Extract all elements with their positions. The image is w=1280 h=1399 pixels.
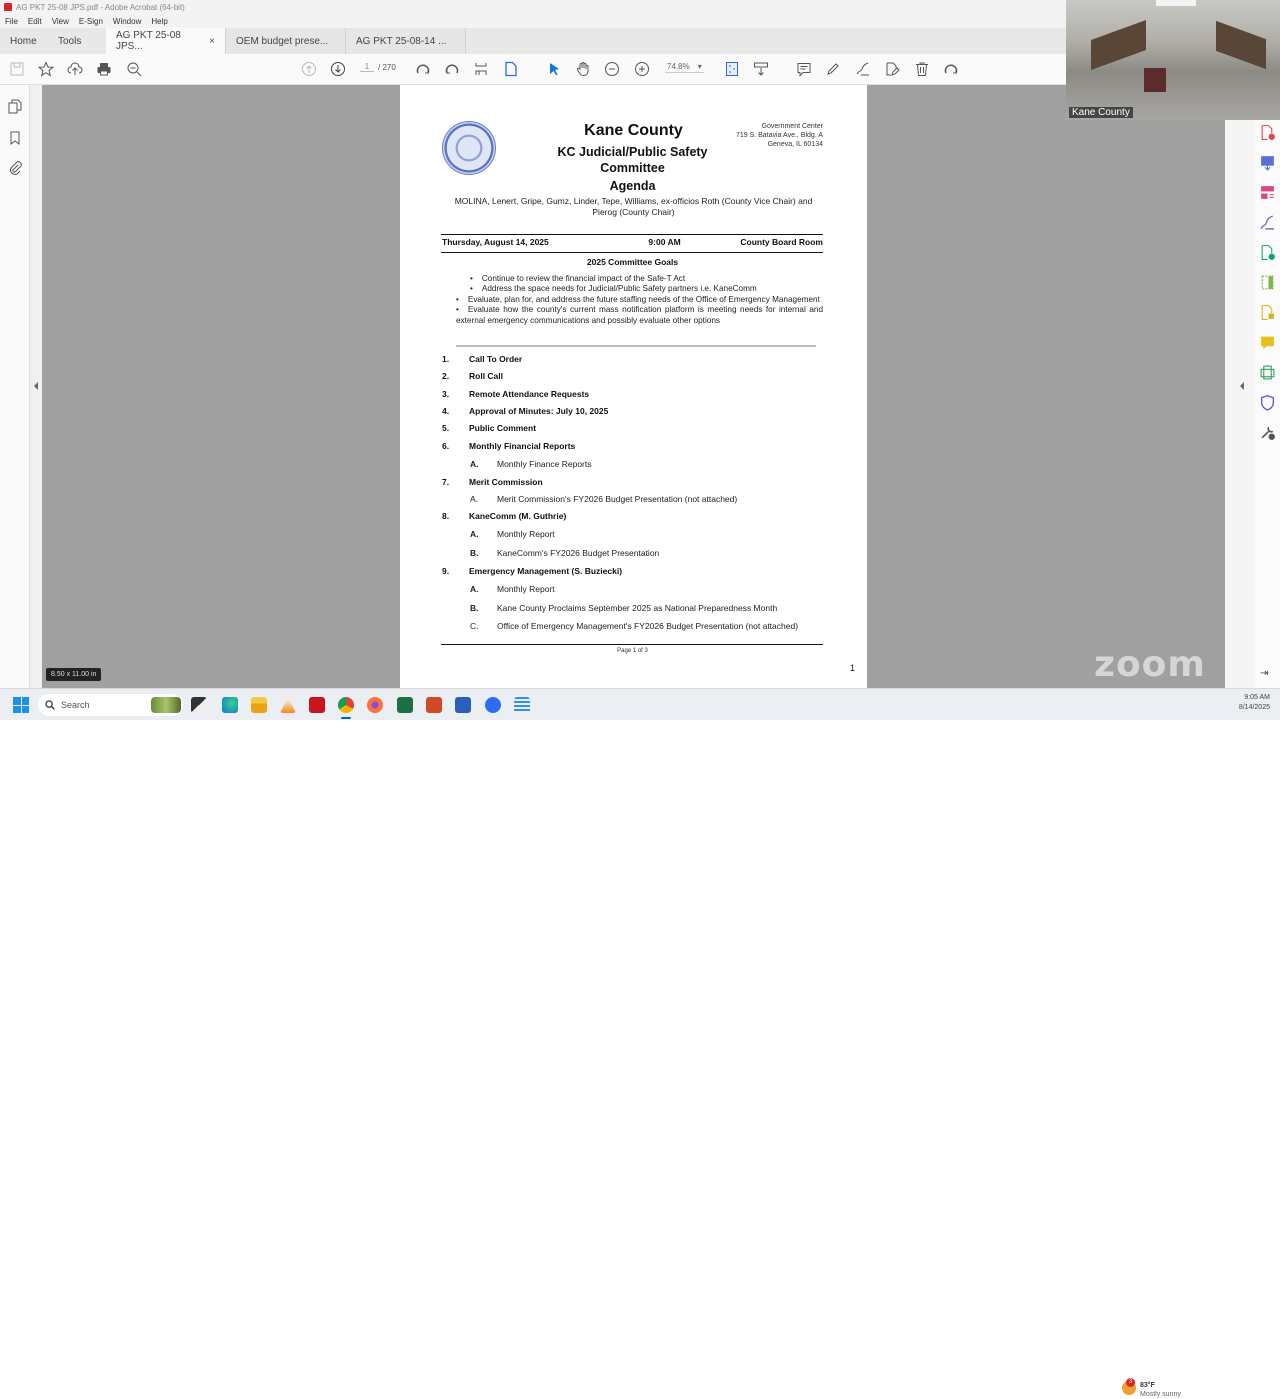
more-tools-icon[interactable] [1259,424,1276,441]
page-size-tooltip: 8.50 x 11.00 in [46,668,101,681]
menu-edit[interactable]: Edit [27,16,42,26]
item-number: 3. [442,389,450,399]
agenda-item [442,406,608,416]
goal-item: • Evaluate, plan for, and address the future staffing needs of the Office of Emergency Management [456,295,823,305]
divider [441,252,823,253]
agenda-item [442,477,543,487]
windows-taskbar [0,688,1280,1398]
agenda-item [442,566,622,576]
rotate-counterclockwise-icon[interactable] [443,60,461,78]
menu-bar [0,14,1066,28]
agenda-heading: Agenda [609,179,656,193]
word-icon[interactable] [455,697,471,713]
single-page-icon[interactable] [502,60,520,78]
agenda-subitem [470,584,555,594]
pdf-page [400,85,867,688]
address-line: Government Center [761,123,823,130]
subitem-letter: A. [470,494,479,504]
divider [441,644,823,645]
organize-pages-icon[interactable] [1259,184,1276,201]
desk [1216,21,1266,69]
vlc-icon[interactable] [280,697,296,713]
agenda-subitem [470,529,555,539]
edge-browser-icon[interactable] [222,697,238,713]
goals-title: 2025 Committee Goals [586,257,679,267]
select-cursor-icon[interactable] [545,60,563,78]
item-label: Approval of Minutes: July 10, 2025 [469,406,609,416]
subitem-label: KaneComm's FY2026 Budget Presentation [497,548,660,558]
previous-page-icon[interactable] [300,60,318,78]
subitem-label: Monthly Report [497,584,555,594]
scroll-mode-icon[interactable] [752,60,770,78]
print-icon[interactable] [95,60,113,78]
notification-badge: 3 [1126,1378,1135,1387]
combine-files-icon[interactable] [1259,304,1276,321]
system-clock[interactable] [1239,693,1270,713]
task-view-icon[interactable] [191,697,207,713]
page-thumbnails-panel-icon[interactable] [6,97,24,115]
tab-tools[interactable]: Tools [58,35,82,47]
compress-pdf-icon[interactable] [1259,244,1276,261]
podium [1144,68,1166,92]
collapse-left-icon [34,382,38,390]
acrobat-icon [4,3,12,11]
agenda-item [442,441,575,451]
subitem-letter: C. [470,621,479,631]
right-panel-collapse[interactable] [1225,120,1255,688]
committee-name: KC Judicial/Public Safety Committee [557,145,708,175]
rotate-clockwise-icon[interactable] [414,60,432,78]
comment-tool-icon[interactable] [1259,334,1276,351]
tab-doc-2-label: OEM budget prese... [236,35,329,47]
menu-esign[interactable]: E-Sign [78,16,103,26]
firefox-icon[interactable] [367,697,383,713]
weather-desc: Mostly sunny [1140,1391,1181,1398]
windows-start-icon[interactable] [13,697,29,713]
left-panel-collapse[interactable] [30,85,42,688]
edit-pdf-icon[interactable] [883,60,901,78]
item-number: 7. [442,477,450,487]
item-label: KaneComm (M. Guthrie) [469,511,567,521]
agenda-item [442,511,566,521]
protect-shield-icon[interactable] [1259,394,1276,411]
comment-icon[interactable] [795,60,813,78]
meeting-location: County Board Room [740,237,823,247]
search-highlight-art [151,697,181,713]
taskbar-search[interactable] [38,694,183,716]
committee-members: MOLINA, Lenert, Gripe, Gumz, Linder, Tepe, Williams, ex-officios Roth (County Vice Chair) and Pierog (County Chair) [454,196,813,217]
item-label: Merit Commission [469,477,543,487]
agenda-item [442,354,522,364]
item-label: Public Comment [469,423,537,433]
fit-page-icon[interactable] [472,60,490,78]
weather-sun-icon [1122,1381,1136,1395]
agenda-subitem [470,494,737,504]
window-title-bar [0,0,1066,14]
zoom-out-search-icon[interactable] [125,60,143,78]
notepad-icon[interactable] [514,697,530,713]
item-label: Call To Order [469,354,523,364]
divider [441,234,823,235]
menu-view[interactable]: View [51,16,69,26]
item-label: Monthly Financial Reports [469,441,576,451]
tab-doc-3-label: AG PKT 25-08-14 ... [356,35,447,47]
collapse-right-icon [1240,382,1244,390]
window-title: AG PKT 25-08 JPS.pdf - Adobe Acrobat (64-bit) [16,2,185,12]
save-icon[interactable] [8,60,26,78]
item-number: 1. [442,354,450,364]
search-icon [45,700,55,710]
zoom-watermark-logo: zoom [1094,644,1206,685]
item-number: 6. [442,441,450,451]
zoom-level: 74.8% [667,62,690,71]
exit-arrow-icon[interactable]: ⇥ [1260,668,1269,679]
address-line: Geneva, IL 60134 [767,141,823,148]
clock-date: 8/14/2025 [1238,704,1270,711]
projector-screen [1156,0,1196,6]
tab-doc-2[interactable] [226,28,346,54]
desk [1091,20,1146,70]
sign-icon[interactable] [854,60,872,78]
agenda-subitem [470,603,777,613]
menu-window[interactable]: Window [112,16,142,26]
next-page-icon[interactable] [329,60,347,78]
subitem-label: Merit Commission's FY2026 Budget Presentation (not attached) [497,494,738,504]
file-explorer-icon[interactable] [251,697,267,713]
powerpoint-icon[interactable] [426,697,442,713]
left-nav-panel [0,85,30,688]
agenda-subitem [470,621,798,631]
agenda-subitem [470,459,592,469]
tab-doc-1[interactable] [106,28,226,54]
tab-bar [0,28,1066,54]
agenda-item [442,423,536,433]
zoom-video-feed[interactable] [1066,0,1280,120]
divider [456,345,816,347]
bookmark-icon[interactable] [6,129,24,147]
county-name: Kane County [584,122,683,139]
address-line: 719 S. Batavia Ave., Bldg. A [735,132,823,139]
weather-temp: 83°F [1140,1382,1155,1389]
video-participant-label: Kane County [1069,107,1133,118]
attachment-icon[interactable] [6,159,24,177]
item-label: Remote Attendance Requests [469,389,590,399]
agenda-item [442,371,503,381]
page-total: / 270 [378,62,396,72]
item-label: Emergency Management (S. Buziecki) [469,566,623,576]
item-number: 4. [442,406,450,416]
zoom-out-icon[interactable] [603,60,621,78]
subitem-label: Kane County Proclaims September 2025 as National Preparedness Month [497,603,778,613]
goals-list [456,274,823,326]
meeting-info [442,237,823,247]
acrobat-taskbar-icon[interactable] [309,697,325,713]
chevron-down-icon: ▾ [697,62,702,71]
item-number: 2. [442,371,450,381]
subitem-letter: B. [470,548,479,558]
menu-help[interactable]: Help [151,16,168,26]
excel-icon[interactable] [397,697,413,713]
goal-item: • Address the space needs for Judicial/Public Safety partners i.e. KaneComm [456,284,823,294]
agenda-item [442,389,589,399]
agenda-subitem [470,548,659,558]
zoom-app-icon[interactable] [485,697,501,713]
subitem-letter: A. [470,459,479,469]
delete-icon[interactable] [913,60,931,78]
print-production-icon[interactable] [1259,364,1276,381]
scan-ocr-icon[interactable] [1259,274,1276,291]
item-label: Roll Call [469,371,504,381]
goal-item: • Continue to review the financial impact of the Safe-T Act [456,274,823,284]
create-pdf-icon[interactable] [1259,124,1276,141]
subitem-label: Monthly Finance Reports [497,459,592,469]
cloud-upload-icon[interactable] [66,60,84,78]
right-tools-panel [1255,120,1280,688]
highlight-pen-icon[interactable] [824,60,842,78]
page-thumbnails-icon[interactable] [723,60,741,78]
subitem-label: Monthly Report [497,529,555,539]
clock-time: 9:05 AM [1244,694,1270,701]
export-pdf-icon[interactable] [1259,154,1276,171]
page-footer: Page 1 of 3 [617,648,648,654]
zoom-in-icon[interactable] [633,60,651,78]
subitem-letter: A. [470,529,479,539]
address-block [736,122,823,149]
tab-doc-1-label: AG PKT 25-08 JPS... [116,30,181,52]
subitem-letter: A. [470,584,479,594]
close-icon[interactable]: × [209,35,215,47]
search-label: Search [61,700,90,710]
chrome-icon[interactable] [338,697,354,713]
meeting-date: Thursday, August 14, 2025 [442,237,549,247]
fill-sign-icon[interactable] [1259,214,1276,231]
weather-widget[interactable] [1122,1381,1181,1399]
meeting-time: 9:00 AM [648,237,681,247]
hand-tool-icon[interactable] [574,60,592,78]
subitem-label: Office of Emergency Management's FY2026 Budget Presentation (not attached) [497,621,799,631]
goal-item: • Evaluate how the county's current mass notification platform is meeting needs for internal and external emergency communications and possibly evaluate other options [456,305,823,326]
redo-icon[interactable] [942,60,960,78]
tab-doc-3[interactable] [346,28,466,54]
page-navigator [360,62,396,72]
item-number: 8. [442,511,450,521]
zoom-level-select[interactable] [665,62,704,73]
item-number: 5. [442,423,450,433]
star-icon[interactable] [37,60,55,78]
item-number: 9. [442,566,450,576]
menu-file[interactable]: File [5,16,18,26]
toolbar [0,54,1066,85]
subitem-letter: B. [470,603,479,613]
tab-home[interactable]: Home [10,35,37,47]
page-number-label: 1 [850,663,856,673]
page-number-input[interactable]: 1 [360,62,374,72]
